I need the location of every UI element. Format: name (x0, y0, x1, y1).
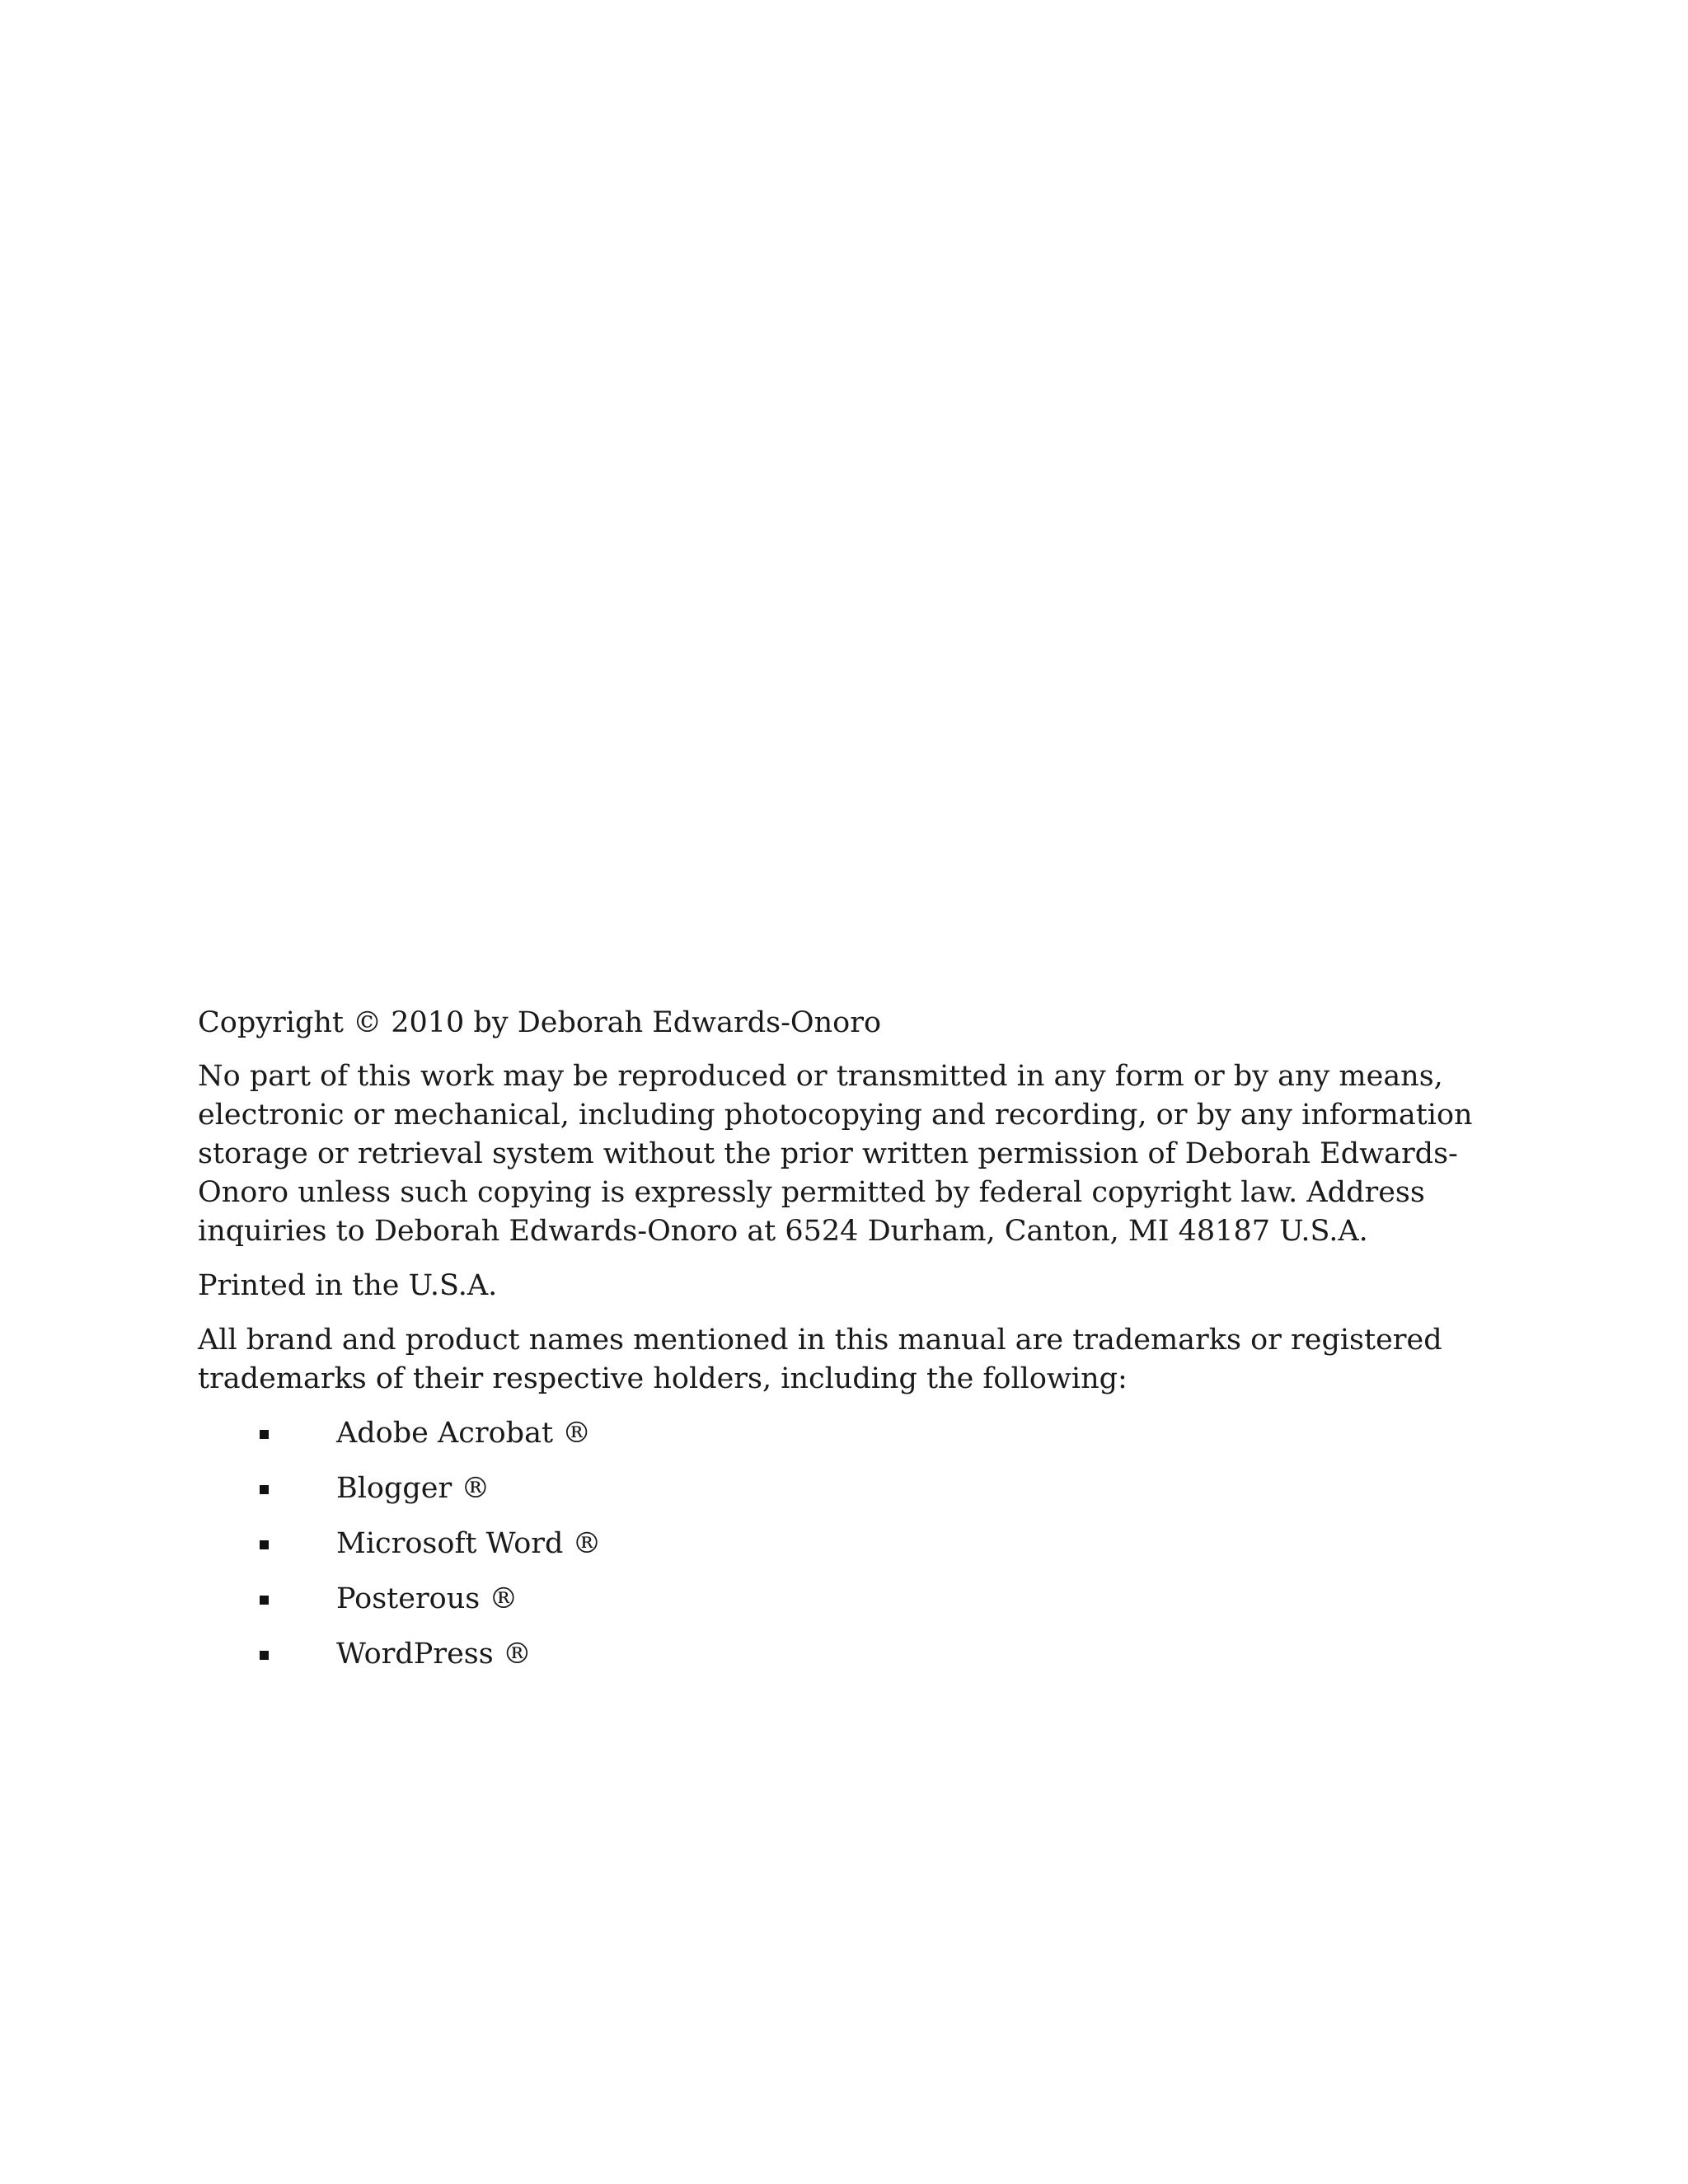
trademark-name: Posterous ® (336, 1582, 518, 1615)
list-item (198, 1525, 1484, 1563)
square-bullet-icon (260, 1540, 269, 1549)
copyright-section (198, 1004, 1484, 1690)
square-bullet-icon (260, 1430, 269, 1439)
trademark-name: Adobe Acrobat ® (336, 1417, 592, 1450)
trademark-name: WordPress ® (336, 1638, 532, 1671)
square-bullet-icon (260, 1596, 269, 1605)
trademark-name: Microsoft Word ® (336, 1527, 602, 1560)
list-item (198, 1580, 1484, 1619)
printed-line: Printed in the U.S.A. (198, 1269, 498, 1302)
trademark-name: Blogger ® (336, 1472, 490, 1505)
list-item (198, 1635, 1484, 1674)
copyright-line: Copyright © 2010 by Deborah Edwards-Onoro (198, 1006, 882, 1039)
list-item (198, 1469, 1484, 1508)
trademarks-intro: All brand and product names mentioned in this manual are trademarks or registered trademarks of their respective holders, including the following: (198, 1324, 1442, 1395)
square-bullet-icon (260, 1651, 269, 1660)
square-bullet-icon (260, 1485, 269, 1494)
rights-paragraph: No part of this work may be reproduced or transmitted in any form or by any means, electronic or mechanical, including photocopying and recording, or by any information storage or retrieval system without the prior written permission of Deborah Edwards-Onoro unless such copying is expressly permitted by federal copyright law. Address inquiries to Deborah Edwards-Onoro at 6524 Durham, Canton, MI 48187 U.S.A. (198, 1060, 1473, 1248)
list-item (198, 1414, 1484, 1453)
trademark-list (198, 1414, 1484, 1674)
